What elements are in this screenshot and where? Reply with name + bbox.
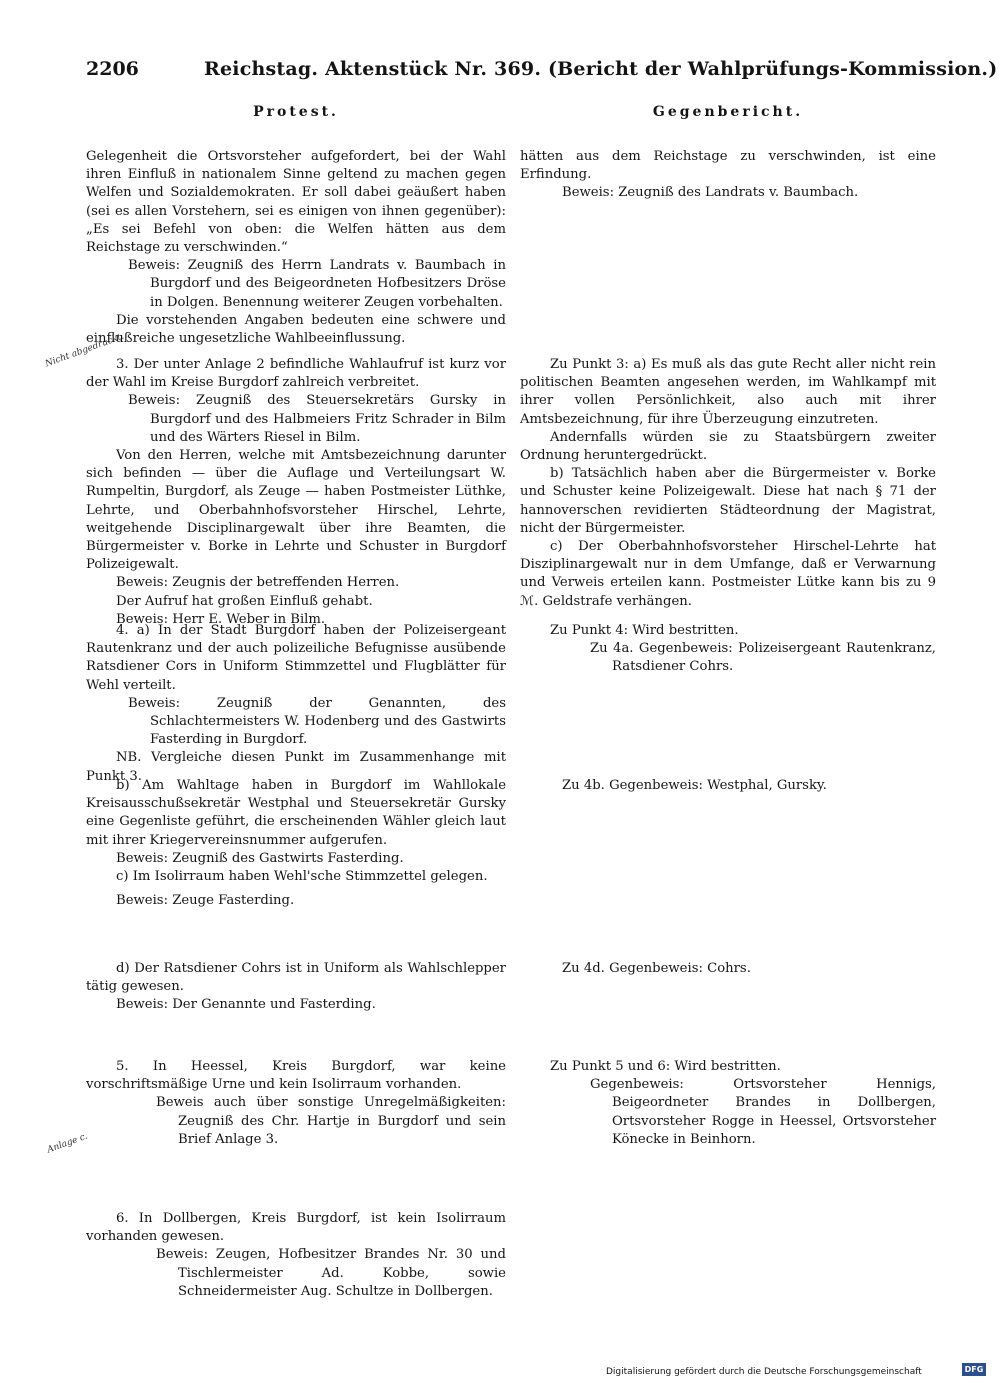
paragraph: Die vorstehenden Angaben bedeuten eine schwere und einflußreiche ungesetzliche Wahlbeeinflussung. — [86, 312, 506, 347]
paragraph: Zu Punkt 4: Wird bestritten. — [550, 623, 739, 638]
paragraph: Von den Herren, welche mit Amtsbezeichnung darunter sich befinden — über die Auflage und Verteilungsart W. Rumpeltin, Burgdorf, als Zeuge — haben Postmeister Lüthke, Lehrte, und Oberbahnhofsvorsteher Hirschel, Lehrte, weitgehende Disciplinargewalt über ihre Beamten, die Bürgermeister v. Borke in Lehrte und Schuster in Burgdorf Polizeigewalt. — [86, 448, 506, 573]
paragraph: b) Tatsächlich haben aber die Bürgermeister v. Borke und Schuster keine Polizeigewalt. Diese hat nach § 71 der hannoverschen revidierten Städteordnung der Magistrat, nicht der Bürgermeister. — [520, 466, 936, 536]
page-number: 2206 — [86, 58, 139, 80]
paragraph: Andernfalls würden sie zu Staatsbürgern zweiter Ordnung heruntergedrückt. — [520, 429, 936, 464]
paragraph: 6. In Dollbergen, Kreis Burgdorf, ist kein Isolirraum vorhanden gewesen. — [86, 1211, 506, 1245]
evidence-line: Beweis: Zeugniß des Landrats v. Baumbach. — [562, 185, 859, 201]
paragraph: d) Der Ratsdiener Cohrs ist in Uniform als Wahlschlepper tätig gewesen. — [86, 961, 506, 995]
evidence-line: Beweis: Zeugen, Hofbesitzer Brandes Nr. 30 und Tischlermeister Ad. Kobbe, sowie Schneidermeister Aug. Schultze in Dollbergen. — [156, 1247, 506, 1299]
paragraph: Der Aufruf hat großen Einfluß gehabt. — [116, 593, 373, 609]
evidence-line: Beweis: Zeuge Fasterding. — [116, 893, 295, 909]
margin-note-not-printed: Nicht abgedruckt. — [44, 331, 126, 370]
left-block-1 — [86, 148, 506, 348]
margin-note-attachment: Anlage c. — [46, 1131, 90, 1156]
evidence-line: Beweis: Zeugniß der Genannten, des Schlachtermeisters W. Hodenberg und des Gastwirts Fasterding in Burgdorf. — [128, 695, 506, 748]
evidence-line: Beweis: Der Genannte und Fasterding. — [116, 997, 376, 1013]
right-block-3 — [520, 622, 936, 677]
right-column-title: Gegenbericht. — [652, 104, 804, 120]
paragraph: c) Im Isolirraum haben Wehl'sche Stimmzettel gelegen. — [116, 869, 488, 885]
page-running-title: Reichstag. Aktenstück Nr. 369. (Bericht der Wahlprüfungs-Kommission.) — [204, 58, 998, 80]
paragraph: Zu 4d. Gegenbeweis: Cohrs. — [562, 961, 751, 976]
paragraph: Zu Punkt 3: a) Es muß als das gute Recht aller nicht rein politischen Beamten angesehen werden, im Wahlkampf mit ihrer vollen Persönlichkeit, also auch mit ihrer Amtsbezeichnung, für ihre Überzeugung einzutreten. — [520, 357, 936, 427]
paragraph: 4. a) In der Stadt Burgdorf haben der Polizeisergeant Rautenkranz und der auch polizeiliche Befugnisse ausübende Ratsdiener Cors in Uniform Stimmzettel und Flugblätter für Wehl verteilt. — [86, 623, 506, 693]
paragraph: c) Der Oberbahnhofsvorsteher Hirschel-Lehrte hat Disziplinargewalt nur in dem Umfange, daß er Verwarnung und Verweis erteilen kann. Postmeister Lütke kann bis zu 9 ℳ. Geldstrafe verhängen. — [520, 539, 936, 609]
evidence-line: Beweis: Herr E. Weber in Bilm. — [116, 611, 326, 627]
paragraph: Gelegenheit die Ortsvorsteher aufgefordert, bei der Wahl ihren Einfluß in nationalem Sinne geltend zu machen gegen Welfen und Sozialdemokraten. Er soll dabei geäußert haben (sei es allen Vorstehern, sei es einigen von ihnen gegenüber): „Es sei Befehl von oben: die Welfen hätten aus dem Reichstage zu verschwinden.“ — [86, 149, 506, 256]
evidence-line: Beweis: Zeugniß des Herrn Landrats v. Baumbach in Burgdorf und des Beigeordneten Hofbesitzers Dröse in Dolgen. Benennung weiterer Zeugen vorbehalten. — [128, 258, 506, 310]
left-block-6 — [86, 1058, 506, 1149]
left-block-5 — [86, 960, 506, 1015]
right-block-4 — [520, 777, 936, 795]
left-block-3 — [86, 622, 506, 786]
paragraph: Zu 4b. Gegenbeweis: Westphal, Gursky. — [562, 778, 827, 793]
right-block-6 — [520, 1058, 936, 1149]
footer-credit: Digitalisierung gefördert durch die Deutsche Forschungsgemeinschaft — [606, 1367, 922, 1377]
evidence-line: Beweis: Zeugniß des Gastwirts Fasterding. — [116, 850, 404, 866]
dfg-logo: DFG — [962, 1363, 986, 1376]
paragraph: 3. Der unter Anlage 2 befindliche Wahlaufruf ist kurz vor der Wahl im Kreise Burgdorf zahlreich verbreitet. — [86, 357, 506, 391]
page-header — [86, 58, 998, 90]
paragraph: Zu Punkt 5 und 6: Wird bestritten. — [550, 1059, 781, 1074]
paragraph: NB. Vergleiche diesen Punkt im Zusammenhange mit Punkt 3. — [86, 750, 506, 784]
evidence-line: Gegenbeweis: Ortsvorsteher Hennigs, Beigeordneter Brandes in Dollbergen, Ortsvorsteher Rogge in Heessel, Ortsvorsteher Könecke in Beinhorn. — [590, 1077, 936, 1147]
left-block-7 — [86, 1210, 506, 1301]
evidence-line: Beweis: Zeugnis der betreffenden Herren. — [116, 575, 400, 591]
evidence-line: Zu 4a. Gegenbeweis: Polizeisergeant Rautenkranz, Ratsdiener Cohrs. — [590, 641, 936, 675]
paragraph: 5. In Heessel, Kreis Burgdorf, war keine vorschriftsmäßige Urne und kein Isolirraum vorhanden. — [86, 1059, 506, 1093]
evidence-line: Beweis auch über sonstige Unregelmäßigkeiten: Zeugniß des Chr. Hartje in Burgdorf und sein Brief Anlage 3. — [156, 1095, 506, 1147]
paragraph: hätten aus dem Reichstage zu verschwinden, ist eine Erfindung. — [520, 149, 936, 183]
left-column-title: Protest. — [253, 104, 339, 120]
left-block-2 — [86, 356, 506, 629]
paragraph: b) Am Wahltage haben in Burgdorf im Wahllokale Kreisausschußsekretär Westphal und Steuersekretär Gursky eine Gegenliste geführt, die erscheinenden Wähler gleich laut mit ihrer Kriegervereinsnummer aufgerufen. — [86, 778, 506, 848]
right-block-5 — [520, 960, 936, 978]
right-block-2 — [520, 356, 936, 611]
evidence-line: Beweis: Zeugniß des Steuersekretärs Gursky in Burgdorf und des Halbmeiers Fritz Schrader in Bilm und des Wärters Riesel in Bilm. — [128, 393, 506, 445]
left-block-4 — [86, 777, 506, 910]
right-block-1 — [520, 148, 936, 203]
